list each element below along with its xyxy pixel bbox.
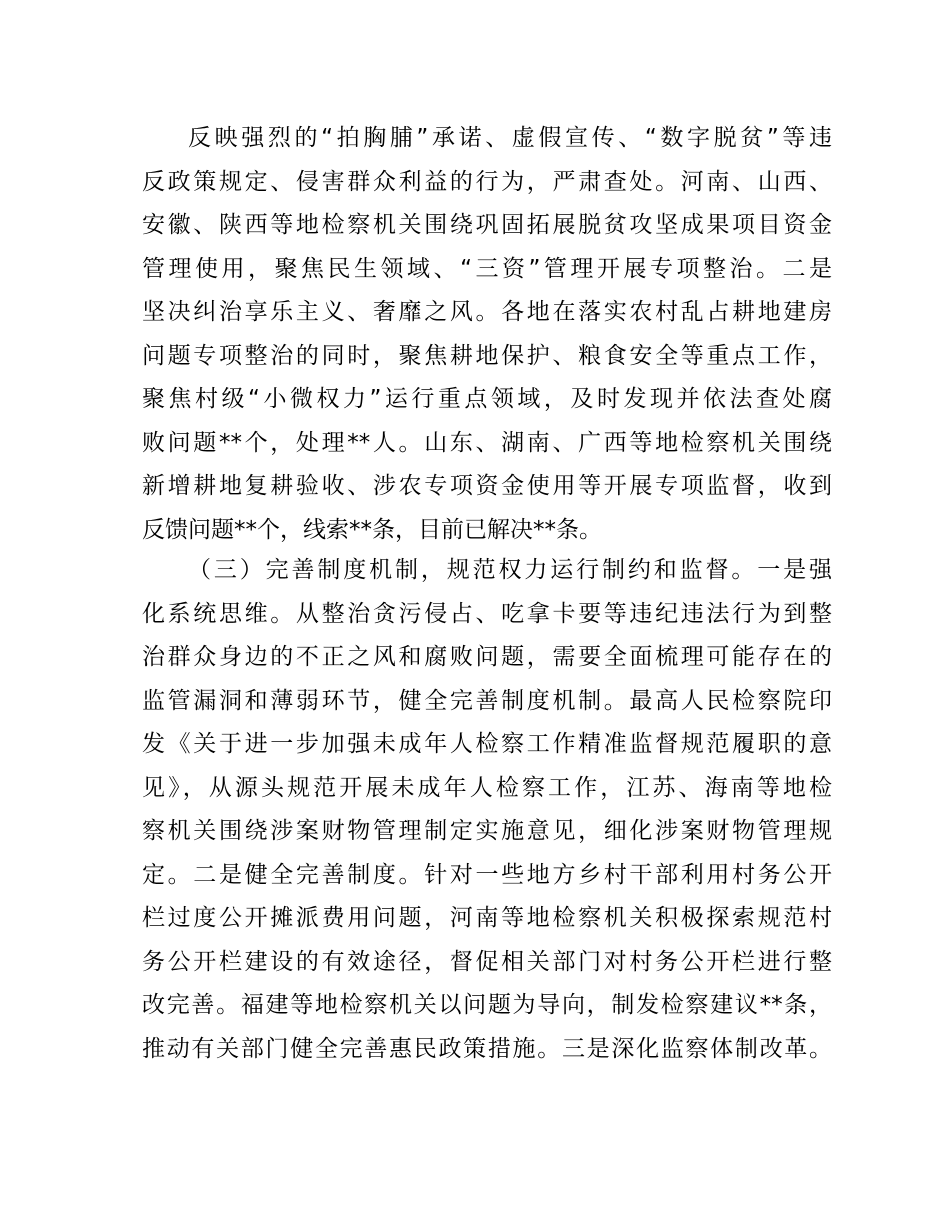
text-line: 反馈问题**个，线索**条，目前已解决**条。 bbox=[142, 516, 602, 543]
text-line: 化系统思维。从整治贪污侵占、吃拿卡要等违纪违法行为到整 bbox=[142, 600, 832, 627]
text-line: 栏过度公开摊派费用问题，河南等地检察机关积极探索规范村 bbox=[142, 905, 832, 931]
text-line: 问题专项整治的同时，聚焦耕地保护、粮食安全等重点工作， bbox=[142, 342, 832, 369]
text-line: 聚焦村级“小微权力”运行重点领域，及时发现并依法查处腐 bbox=[142, 386, 832, 412]
text-line: 治群众身边的不正之风和腐败问题，需要全面梳理可能存在的 bbox=[142, 644, 832, 670]
text-line: 推动有关部门健全完善惠民政策措施。三是深化监察体制改革。 bbox=[142, 1035, 832, 1062]
text-line: 新增耕地复耕验收、涉农专项资金使用等开展专项监督，收到 bbox=[142, 473, 832, 499]
text-line: 管理使用，聚焦民生领域、“三资”管理开展专项整治。二是 bbox=[142, 255, 832, 282]
text-line: 改完善。福建等地检察机关以问题为导向，制发检察建议**条， bbox=[142, 992, 832, 1018]
text-line: 安徽、陕西等地检察机关围绕巩固拓展脱贫攻坚成果项目资金 bbox=[142, 212, 832, 238]
paragraph-1 bbox=[142, 117, 832, 552]
text-line: 坚决纠治享乐主义、奢靡之风。各地在落实农村乱占耕地建房 bbox=[142, 299, 832, 325]
paragraph-2 bbox=[142, 549, 832, 1071]
text-line: 察机关围绕涉案财物管理制定实施意见，细化涉案财物管理规 bbox=[142, 818, 832, 844]
text-line: 反政策规定、侵害群众利益的行为，严肃查处。河南、山西、 bbox=[142, 168, 832, 195]
text-line: 监管漏洞和薄弱环节，健全完善制度机制。最高人民检察院印 bbox=[142, 687, 832, 714]
text-line: 败问题**个，处理**人。山东、湖南、广西等地检察机关围绕 bbox=[142, 429, 832, 456]
text-line: 定。二是健全完善制度。针对一些地方乡村干部利用村务公开 bbox=[142, 861, 832, 888]
text-line: 见》，从源头规范开展未成年人检察工作，江苏、海南等地检 bbox=[142, 774, 832, 801]
text-line: 反映强烈的“拍胸脯”承诺、虚假宣传、“数字脱贫”等违 bbox=[188, 125, 832, 151]
text-line: （三）完善制度机制，规范权力运行制约和监督。一是强 bbox=[188, 557, 832, 583]
text-line: 发《关于进一步加强未成年人检察工作精准监督规范履职的意 bbox=[142, 731, 832, 757]
text-line: 务公开栏建设的有效途径，督促相关部门对村务公开栏进行整 bbox=[142, 948, 832, 975]
